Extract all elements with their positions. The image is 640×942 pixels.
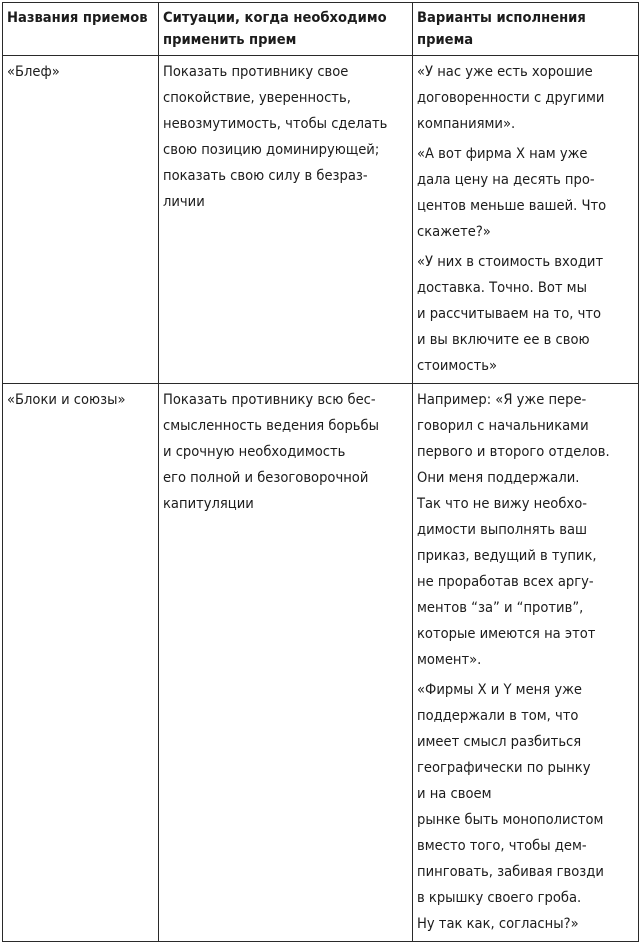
variant-paragraph: «А вот фирма X нам уже дала цену на десять про- центов меньше вашей. Что скажете?»	[417, 145, 607, 240]
table-row	[3, 384, 639, 942]
header-technique-name: Названия приемов	[3, 3, 159, 56]
header-situations: Ситуации, когда необходимо применить прием	[159, 3, 413, 56]
cell-variants	[413, 384, 639, 942]
cell-technique-name: «Блоки и союзы»	[3, 384, 159, 942]
cell-situation: Показать противнику свое спокойствие, уверенность, невозмутимость, чтобы сделать свою позицию доминирующей; показать свою силу в безраз- личии	[159, 56, 413, 384]
table-header-row	[3, 3, 639, 56]
cell-variants	[413, 56, 639, 384]
variant-paragraph: «Фирмы X и Y меня уже поддержали в том, что имеет смысл разбиться географически по рынку и на своем рынке быть монополистом вместо того, чтобы дем- пинговать, забивая гвозди в крышку своего гроба. Ну так как, согласны?»	[417, 681, 604, 932]
table-row	[3, 56, 639, 384]
variant-paragraph: Например: «Я уже пере- говорил с начальниками первого и второго отделов. Они меня поддержали. Так что не вижу необхо- димости выполнять ваш приказ, ведущий в тупик, не проработав всех аргу- ментов “за” и “против”, которые имеются на этот момент».	[417, 391, 610, 668]
header-variants: Варианты исполнения приема	[413, 3, 639, 56]
variant-paragraph: «У нас уже есть хорошие договоренности с другими компаниями».	[417, 63, 605, 132]
cell-situation: Показать противнику всю бес- смысленность ведения борьбы и срочную необходимость его полной и безоговорочной капитуляции	[159, 384, 413, 942]
techniques-table	[2, 2, 639, 942]
cell-technique-name: «Блеф»	[3, 56, 159, 384]
variant-paragraph: «У них в стоимость входит доставка. Точно. Вот мы и рассчитываем на то, что и вы включите ее в свою стоимость»	[417, 253, 604, 374]
